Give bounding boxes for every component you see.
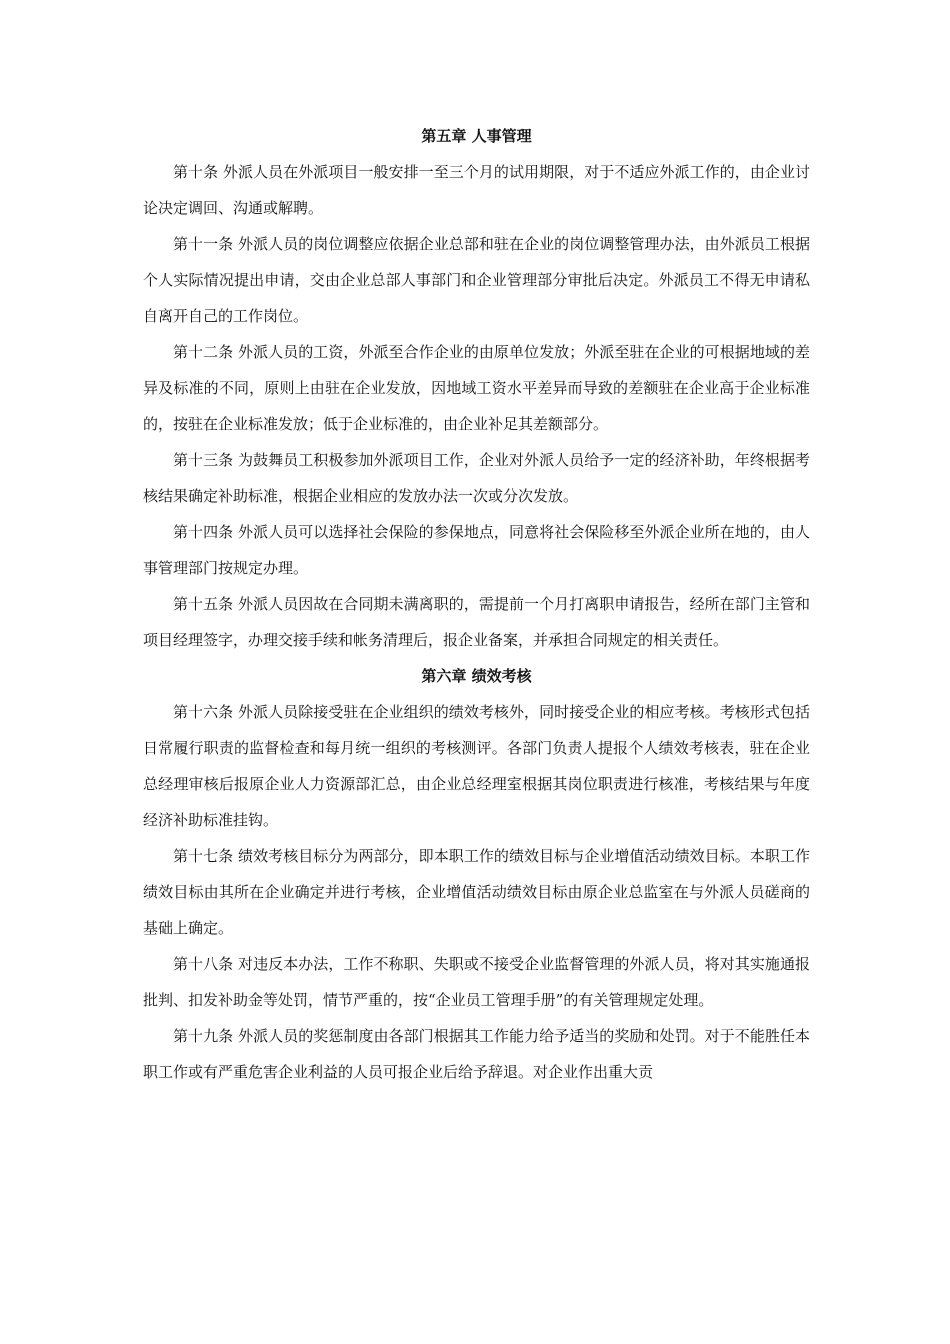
article-15: 第十五条 外派人员因故在合同期未满离职的，需提前一个月打离职申请报告，经所在部门主管和项目经理签字，办理交接手续和帐务清理后，报企业备案，并承担合同规定的相关责任。 bbox=[143, 595, 810, 649]
article-18: 第十八条 对违反本办法，工作不称职、失职或不接受企业监督管理的外派人员，将对其实施通报批判、扣发补助金等处罚，情节严重的，按“企业员工管理手册”的有关管理规定处理。 bbox=[143, 955, 810, 1009]
article-13: 第十三条 为鼓舞员工积极参加外派项目工作，企业对外派人员给予一定的经济补助，年终根据考核结果确定补助标准，根据企业相应的发放办法一次或分次发放。 bbox=[143, 451, 810, 505]
chapter-6-heading: 第六章 绩效考核 bbox=[421, 667, 532, 685]
article-10: 第十条 外派人员在外派项目一般安排一至三个月的试用期限，对于不适应外派工作的，由企业讨论决定调回、沟通或解聘。 bbox=[143, 163, 810, 217]
article-19: 第十九条 外派人员的奖惩制度由各部门根据其工作能力给予适当的奖励和处罚。对于不能胜任本职工作或有严重危害企业利益的人员可报企业后给予辞退。对企业作出重大贡 bbox=[143, 1027, 810, 1081]
chapter-5-heading: 第五章 人事管理 bbox=[421, 127, 532, 145]
article-12: 第十二条 外派人员的工资，外派至合作企业的由原单位发放；外派至驻在企业的可根据地域的差异及标准的不同，原则上由驻在企业发放，因地域工资水平差异而导致的差额驻在企业高于企业标准的，按驻在企业标准发放；低于企业标准的，由企业补足其差额部分。 bbox=[143, 343, 810, 433]
document-body bbox=[143, 118, 810, 1090]
article-17: 第十七条 绩效考核目标分为两部分，即本职工作的绩效目标与企业增值活动绩效目标。本职工作绩效目标由其所在企业确定并进行考核，企业增值活动绩效目标由原企业总监室在与外派人员磋商的基础上确定。 bbox=[143, 847, 810, 937]
article-11: 第十一条 外派人员的岗位调整应依据企业总部和驻在企业的岗位调整管理办法，由外派员工根据个人实际情况提出申请，交由企业总部人事部门和企业管理部分审批后决定。外派员工不得无申请私自离开自己的工作岗位。 bbox=[143, 235, 810, 325]
article-14: 第十四条 外派人员可以选择社会保险的参保地点，同意将社会保险移至外派企业所在地的，由人事管理部门按规定办理。 bbox=[143, 523, 810, 577]
article-16: 第十六条 外派人员除接受驻在企业组织的绩效考核外，同时接受企业的相应考核。考核形式包括日常履行职责的监督检查和每月统一组织的考核测评。各部门负责人提报个人绩效考核表，驻在企业总经理审核后报原企业人力资源部汇总，由企业总经理室根据其岗位职责进行核准，考核结果与年度经济补助标准挂钩。 bbox=[143, 703, 810, 829]
